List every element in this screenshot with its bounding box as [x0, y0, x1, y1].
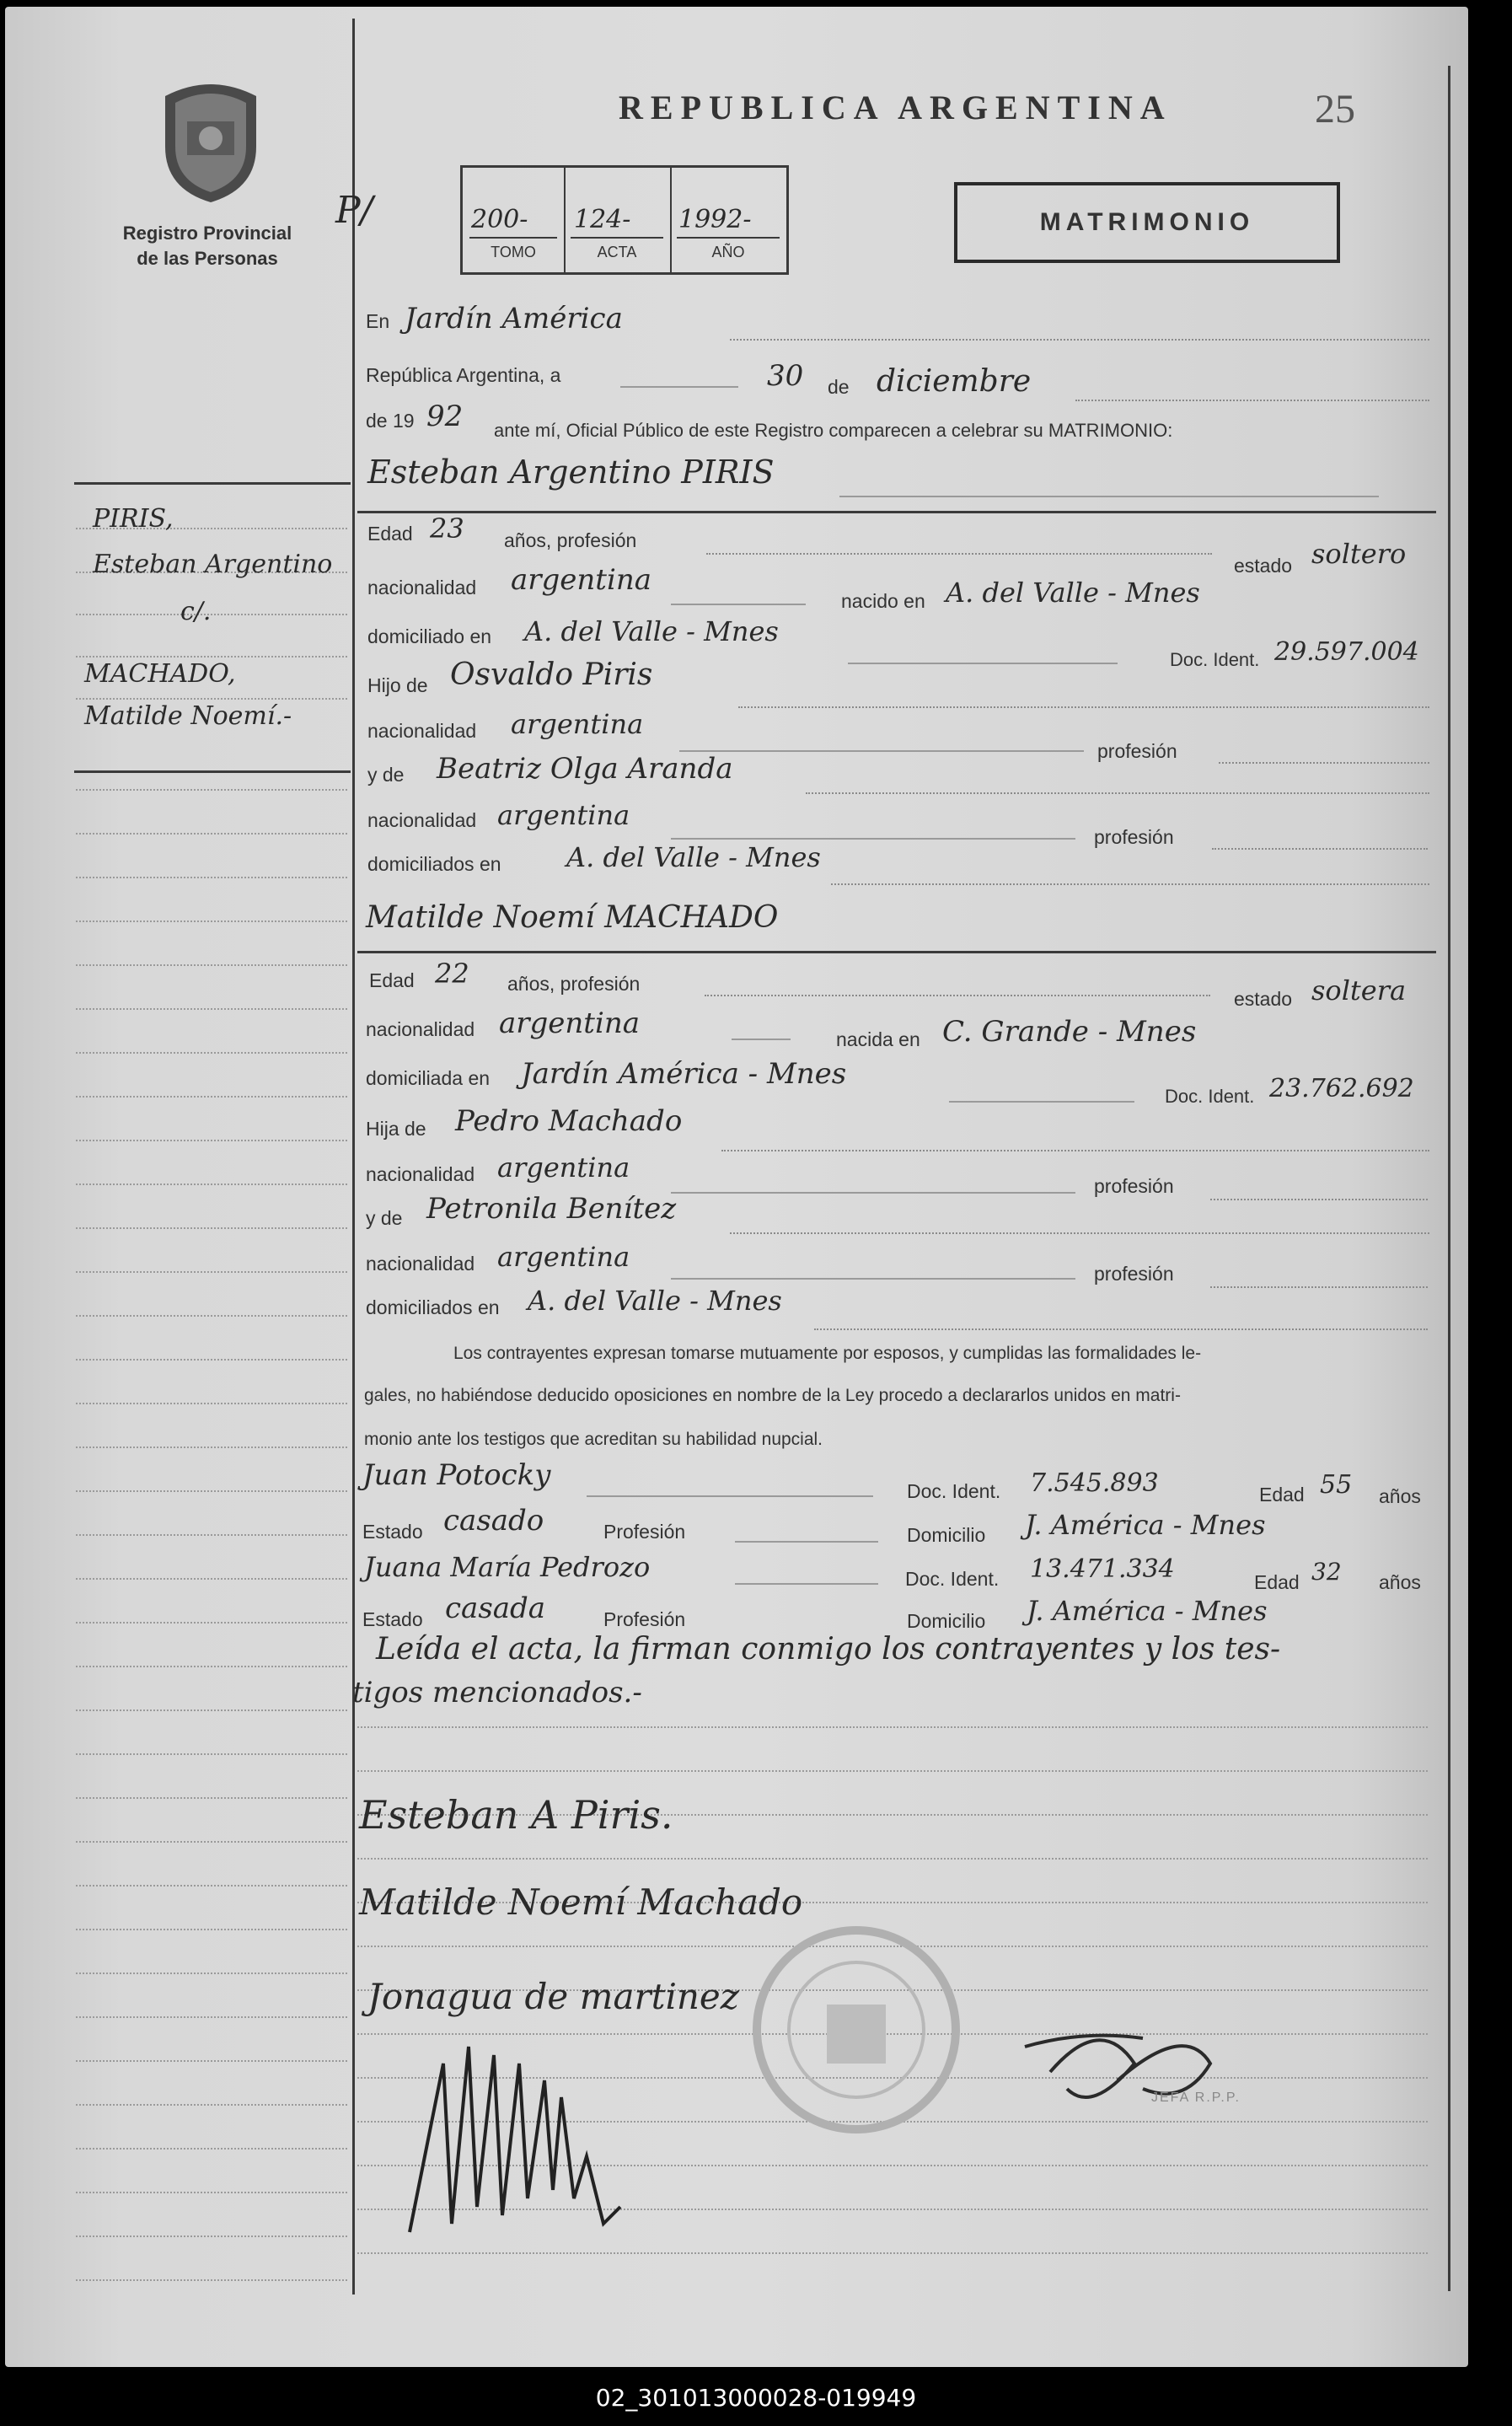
acta-label: ACTA [597, 244, 637, 260]
year-suffix: 92 [426, 400, 464, 433]
bride-doc: 23.762.692 [1269, 1074, 1414, 1103]
groom-domicilio: A. del Valle - Mnes [524, 615, 779, 647]
bride-domiciliados-label: domiciliados en [366, 1296, 500, 1318]
margin-groom-names: Esteban Argentino [93, 550, 333, 579]
tomo-cell [463, 168, 566, 272]
margin-groom-surname: PIRIS, [93, 504, 174, 534]
declaration-line-3: monio ante los testigos que acreditan su habilidad nupcial. [364, 1430, 823, 1449]
official-signature-icon [1016, 2013, 1236, 2131]
margin-connector: c/. [180, 597, 212, 626]
groom-estado-label: estado [1234, 555, 1293, 577]
bride-signature: Matilde Noemí Machado [359, 1881, 803, 1923]
bride-nacionalidad-label: nacionalidad [366, 1018, 475, 1040]
tomo-value: 200- [471, 205, 528, 234]
declaration-line-1: Los contrayentes expresan tomarse mutuamente por esposos, y cumplidas las formalidades le- [453, 1344, 1202, 1363]
bride-edad-label: Edad [369, 969, 415, 991]
bride-madre: Petronila Benítez [426, 1192, 677, 1226]
bride-nacionalidad: argentina [499, 1006, 641, 1040]
bride-anos-profesion-label: años, profesión [507, 973, 641, 995]
margin-bride-names: Matilde Noemí.- [84, 701, 292, 731]
witness-signature: Jonagua de martinez [367, 1976, 739, 2017]
margin-lines [76, 496, 347, 2308]
groom-madre-prof-label: profesión [1094, 826, 1174, 848]
bride-edad: 22 [435, 958, 469, 990]
witness-2-doc-label: Doc. Ident. [905, 1568, 1000, 1590]
witness-2-edad-label: Edad [1254, 1571, 1300, 1593]
witness-1-doc-label: Doc. Ident. [907, 1480, 1001, 1502]
groom-madre-nac: argentina [497, 799, 630, 831]
bride-padre: Pedro Machado [455, 1104, 683, 1138]
witness-2-edad: 32 [1311, 1558, 1342, 1586]
page-title: REPUBLICA ARGENTINA [619, 89, 1172, 126]
witness-2-estado: casada [445, 1591, 546, 1625]
bride-nacida-en: C. Grande - Mnes [942, 1015, 1197, 1049]
scribble-signature-icon [393, 2030, 646, 2249]
margin-top-rule [74, 482, 351, 485]
registry-line-2: de las Personas [137, 248, 278, 269]
tomo-label: TOMO [491, 244, 536, 260]
de-label: de [828, 376, 850, 398]
left-margin-rule [352, 19, 355, 2295]
anio-label: AÑO [711, 244, 745, 260]
groom-yde-label: y de [367, 764, 405, 786]
groom-estado: soltero [1311, 538, 1407, 570]
closing-line-2: tigos mencionados.- [352, 1676, 642, 1709]
groom-nacionalidad: argentina [511, 563, 652, 597]
de19-label: de 19 [366, 410, 415, 432]
groom-doc-label: Doc. Ident. [1170, 649, 1260, 670]
witness-2-anos-label: años [1379, 1571, 1421, 1593]
groom-edad-label: Edad [367, 523, 413, 545]
witness-1-edad-label: Edad [1259, 1484, 1305, 1506]
groom-padre-prof-label: profesión [1097, 740, 1177, 762]
registry-line-1: Registro Provincial [122, 223, 292, 244]
witness-1-estado: casado [443, 1504, 544, 1538]
witness-1-domicilio-label: Domicilio [907, 1524, 986, 1546]
bride-domiciliada-label: domiciliada en [366, 1067, 491, 1089]
anio-value: 1992- [678, 205, 752, 234]
bride-madre-nac-label: nacionalidad [366, 1253, 475, 1275]
registry-name [98, 221, 317, 271]
republica-label: República Argentina, a [366, 364, 561, 386]
declaration-line-2: gales, no habiéndose deducido oposiciones en nombre de la Ley procedo a declararlos unidos en matri- [364, 1386, 1181, 1405]
bride-domicilio: Jardín América - Mnes [521, 1057, 847, 1091]
groom-padres-domicilio: A. del Valle - Mnes [566, 841, 821, 873]
bride-top-rule [357, 951, 1436, 953]
groom-domiciliado-label: domiciliado en [367, 625, 492, 647]
bride-estado: soltera [1311, 974, 1407, 1006]
day: 30 [767, 359, 804, 393]
witness-2-domicilio: J. América - Mnes [1027, 1595, 1268, 1627]
bride-doc-label: Doc. Ident. [1165, 1086, 1255, 1107]
place: Jardín América [405, 302, 623, 335]
witness-1-profesion-label: Profesión [603, 1521, 686, 1543]
witness-1-estado-label: Estado [362, 1521, 423, 1543]
acta-cell [564, 168, 672, 272]
bride-name: Matilde Noemí MACHADO [366, 900, 779, 935]
register-page [5, 7, 1468, 2367]
witness-1-anos-label: años [1379, 1485, 1421, 1507]
groom-name: Esteban Argentino PIRIS [367, 454, 775, 491]
groom-domiciliados-label: domiciliados en [367, 853, 501, 875]
margin-mid-rule [74, 770, 351, 773]
bride-madre-prof-label: profesión [1094, 1263, 1174, 1285]
groom-signature: Esteban A Piris. [359, 1792, 673, 1838]
groom-padre-nac-label: nacionalidad [367, 720, 477, 742]
groom-edad: 23 [430, 513, 464, 545]
doc-type-box [954, 182, 1340, 263]
bride-padre-nac: argentina [497, 1151, 630, 1183]
groom-hijo-label: Hijo de [367, 674, 428, 696]
bride-padre-nac-label: nacionalidad [366, 1163, 475, 1185]
witness-1-domicilio: J. América - Mnes [1025, 1509, 1266, 1541]
en-label: En [366, 310, 390, 332]
margin-mark: P/ [335, 189, 373, 232]
groom-doc: 29.597.004 [1274, 637, 1419, 667]
right-margin-rule [1448, 66, 1450, 2291]
bride-nacida-label: nacida en [836, 1028, 920, 1050]
witness-2-doc: 13.471.334 [1030, 1554, 1175, 1584]
witness-1-doc: 7.545.893 [1030, 1468, 1159, 1498]
acta-value: 124- [574, 205, 631, 234]
groom-nacionalidad-label: nacionalidad [367, 577, 477, 598]
groom-padre-nac: argentina [511, 708, 644, 740]
groom-madre: Beatriz Olga Aranda [437, 752, 733, 786]
official-round-stamp-icon [747, 1920, 966, 2139]
bride-madre-nac: argentina [497, 1241, 630, 1273]
groom-nacido-en: A. del Valle - Mnes [946, 577, 1200, 609]
footer-file-id: 02_301013000028-019949 [595, 2384, 917, 2412]
page-number: 25 [1315, 87, 1355, 131]
doc-type: MATRIMONIO [1039, 208, 1255, 236]
groom-madre-nac-label: nacionalidad [367, 809, 477, 831]
bride-padres-domicilio: A. del Valle - Mnes [528, 1285, 782, 1317]
witness-2-domicilio-label: Domicilio [907, 1610, 986, 1632]
witness-2-estado-label: Estado [362, 1608, 423, 1630]
witness-1-edad: 55 [1320, 1470, 1353, 1500]
anio-cell [670, 168, 786, 272]
closing-line-1: Leída el acta, la firman conmigo los contrayentes y los tes- [376, 1632, 1281, 1667]
groom-anos-profesion-label: años, profesión [504, 529, 637, 551]
record-box [460, 165, 789, 275]
groom-top-rule [357, 511, 1436, 513]
bride-estado-label: estado [1234, 988, 1293, 1010]
month: diciembre [877, 364, 1032, 399]
bride-yde-label: y de [366, 1207, 403, 1229]
official-stamp-text: JEFA R.P.P. [1151, 2091, 1241, 2105]
bride-padre-prof-label: profesión [1094, 1175, 1174, 1197]
witness-2-name: Juana María Pedrozo [364, 1551, 651, 1583]
groom-nacido-label: nacido en [841, 590, 925, 612]
witness-2-profesion-label: Profesión [603, 1608, 686, 1630]
provincial-seal-icon [157, 79, 265, 206]
witness-1-name: Juan Potocky [362, 1458, 551, 1492]
groom-padre: Osvaldo Piris [450, 657, 653, 692]
bride-hija-label: Hija de [366, 1118, 426, 1140]
margin-bride-surname: MACHADO, [84, 659, 236, 689]
intro-statement: ante mí, Oficial Público de este Registro comparecen a celebrar su MATRIMONIO: [494, 420, 1173, 441]
